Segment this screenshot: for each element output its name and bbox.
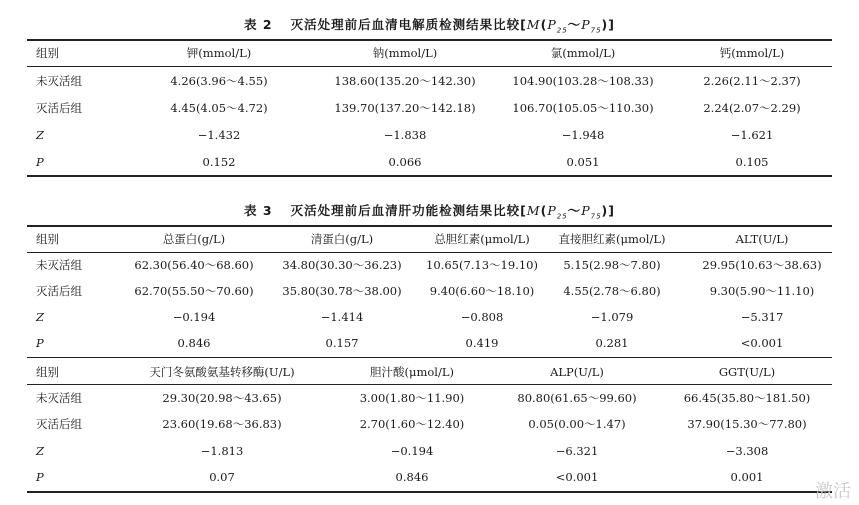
table2-header-row bbox=[27, 41, 832, 65]
table-cell: −0.194 bbox=[172, 310, 216, 324]
caption-M: M bbox=[526, 203, 541, 218]
table-cell: 3.00(1.80～11.90) bbox=[359, 391, 465, 405]
table-cell: 2.70(1.60～12.40) bbox=[359, 417, 465, 431]
table-cell: 0.066 bbox=[388, 155, 422, 169]
table-cell: 104.90(103.28～108.33) bbox=[512, 74, 654, 88]
table-cell: 34.80(30.30～36.23) bbox=[282, 258, 402, 272]
table-cell: 0.281 bbox=[595, 336, 629, 350]
table-row bbox=[27, 412, 832, 436]
caption-tilde: ～ bbox=[567, 17, 582, 32]
table-row bbox=[27, 69, 832, 93]
header-cell: 直接胆红素(μmol/L) bbox=[558, 232, 666, 246]
caption-P: P bbox=[547, 203, 557, 218]
row-label: 灭活后组 bbox=[36, 417, 82, 431]
table-cell: −1.813 bbox=[200, 444, 244, 458]
header-cell: 氯(mmol/L) bbox=[550, 46, 616, 60]
header-cell: 钾(mmol/L) bbox=[186, 46, 252, 60]
table2-caption: 表 2 灭活处理前后血清电解质检测结果比较$[M(P_{25}\sim P_{75})]$ bbox=[244, 17, 615, 35]
header-cell: 钙(mmol/L) bbox=[719, 46, 785, 60]
table2-number: 表 2 bbox=[244, 17, 273, 32]
table3-number: 表 3 bbox=[244, 203, 273, 218]
table-cell: −0.808 bbox=[460, 310, 504, 324]
table-cell: 0.152 bbox=[202, 155, 236, 169]
header-cell: 胆汁酸(μmol/L) bbox=[370, 365, 454, 379]
table-cell: 0.07 bbox=[209, 470, 235, 484]
caption-bracket: ] bbox=[608, 203, 615, 218]
table-cell: −1.414 bbox=[320, 310, 364, 324]
caption-P: P bbox=[581, 17, 591, 32]
caption-sub: 25 bbox=[556, 26, 568, 35]
table-cell: 0.051 bbox=[566, 155, 600, 169]
table3-mid-rule bbox=[27, 357, 832, 358]
table-cell: 9.30(5.90～11.10) bbox=[709, 284, 815, 298]
table-cell: 0.846 bbox=[395, 470, 429, 484]
table-row bbox=[27, 465, 832, 489]
header-cell: 天门冬氨酸氨基转移酶(U/L) bbox=[149, 365, 295, 379]
table-cell: 2.26(2.11～2.37) bbox=[703, 74, 801, 88]
row-label: P bbox=[36, 155, 44, 169]
table-cell: −1.838 bbox=[383, 128, 427, 142]
table-cell: 10.65(7.13～19.10) bbox=[426, 258, 538, 272]
table3-bottom-rule bbox=[27, 491, 832, 493]
table-row bbox=[27, 150, 832, 174]
header-cell: 钠(mmol/L) bbox=[372, 46, 438, 60]
table-cell: 0.157 bbox=[325, 336, 359, 350]
header-cell: 组别 bbox=[36, 232, 59, 246]
table-cell: −1.079 bbox=[590, 310, 634, 324]
table-row bbox=[27, 96, 832, 120]
table-cell: 29.30(20.98～43.65) bbox=[162, 391, 282, 405]
caption-sub: 75 bbox=[590, 212, 602, 221]
table-cell: 2.24(2.07～2.29) bbox=[703, 101, 801, 115]
header-cell: 组别 bbox=[36, 365, 59, 379]
table-cell: 139.70(137.20～142.18) bbox=[334, 101, 476, 115]
table-cell: 0.419 bbox=[465, 336, 499, 350]
table3-header-row bbox=[27, 227, 832, 251]
header-cell: ALT(U/L) bbox=[735, 232, 789, 246]
row-label: Z bbox=[36, 444, 44, 458]
table-cell: −6.321 bbox=[555, 444, 599, 458]
table-cell: −0.194 bbox=[390, 444, 434, 458]
table-cell: −3.308 bbox=[725, 444, 769, 458]
table-cell: 138.60(135.20～142.30) bbox=[334, 74, 476, 88]
table-cell: −1.621 bbox=[730, 128, 774, 142]
table-cell: 0.846 bbox=[177, 336, 211, 350]
table-cell: 80.80(61.65～99.60) bbox=[517, 391, 637, 405]
table-cell: −5.317 bbox=[740, 310, 784, 324]
table-row bbox=[27, 439, 832, 463]
caption-M: M bbox=[526, 17, 541, 32]
table-cell: 106.70(105.05～110.30) bbox=[512, 101, 654, 115]
table-row bbox=[27, 123, 832, 147]
table-cell: 0.05(0.00～1.47) bbox=[528, 417, 626, 431]
table3-header-row-2 bbox=[27, 360, 832, 384]
caption-P: P bbox=[581, 203, 591, 218]
table3-caption: 表 3 灭活处理前后血清肝功能检测结果比较$[M(P_{25}\sim P_{75})]$ bbox=[244, 203, 615, 221]
header-cell: 总蛋白(g/L) bbox=[162, 232, 226, 246]
row-label: Z bbox=[36, 128, 44, 142]
table-cell: <0.001 bbox=[555, 470, 599, 484]
table-cell: <0.001 bbox=[740, 336, 784, 350]
table-cell: −1.432 bbox=[197, 128, 241, 142]
table-cell: 4.26(3.96～4.55) bbox=[170, 74, 268, 88]
table-cell: 5.15(2.98～7.80) bbox=[563, 258, 661, 272]
table-cell: 0.105 bbox=[735, 155, 769, 169]
table-row bbox=[27, 386, 832, 410]
table2-header-rule bbox=[27, 66, 832, 67]
table-row bbox=[27, 253, 832, 277]
row-label: 灭活后组 bbox=[36, 284, 82, 298]
table-cell: 66.45(35.80～181.50) bbox=[683, 391, 811, 405]
row-label: 灭活后组 bbox=[36, 101, 82, 115]
table3-header-rule-2 bbox=[27, 384, 832, 385]
header-cell: GGT(U/L) bbox=[718, 365, 776, 379]
caption-P: P bbox=[547, 17, 557, 32]
caption-bracket: ] bbox=[608, 17, 615, 32]
row-label: Z bbox=[36, 310, 44, 324]
table-cell: 0.001 bbox=[730, 470, 764, 484]
table-cell: 4.55(2.78～6.80) bbox=[563, 284, 661, 298]
caption-tilde: ～ bbox=[567, 203, 582, 218]
table2-bottom-rule bbox=[27, 175, 832, 177]
table-cell: 37.90(15.30～77.80) bbox=[687, 417, 807, 431]
table-row bbox=[27, 279, 832, 303]
row-label: 未灭活组 bbox=[36, 258, 82, 272]
table-row bbox=[27, 331, 832, 355]
table-cell: −1.948 bbox=[561, 128, 605, 142]
table2-title: 灭活处理前后血清电解质检测结果比较[ bbox=[290, 17, 527, 32]
header-cell: 清蛋白(g/L) bbox=[310, 232, 374, 246]
row-label: 未灭活组 bbox=[36, 74, 82, 88]
table-cell: 23.60(19.68～36.83) bbox=[162, 417, 282, 431]
header-cell: ALP(U/L) bbox=[550, 365, 604, 379]
table-row bbox=[27, 305, 832, 329]
table-cell: 9.40(6.60～18.10) bbox=[429, 284, 535, 298]
watermark-text: 激活 bbox=[815, 481, 851, 502]
table3-title: 灭活处理前后血清肝功能检测结果比较[ bbox=[290, 203, 527, 218]
table-cell: 35.80(30.78～38.00) bbox=[282, 284, 402, 298]
row-label: P bbox=[36, 336, 44, 350]
table-cell: 4.45(4.05～4.72) bbox=[170, 101, 268, 115]
caption-sub: 75 bbox=[590, 26, 602, 35]
table-cell: 62.30(56.40～68.60) bbox=[134, 258, 254, 272]
header-cell: 组别 bbox=[36, 46, 59, 60]
header-cell: 总胆红素(μmol/L) bbox=[434, 232, 530, 246]
caption-sub: 25 bbox=[556, 212, 568, 221]
row-label: P bbox=[36, 470, 44, 484]
row-label: 未灭活组 bbox=[36, 391, 82, 405]
table-cell: 29.95(10.63～38.63) bbox=[702, 258, 822, 272]
table-cell: 62.70(55.50～70.60) bbox=[134, 284, 254, 298]
